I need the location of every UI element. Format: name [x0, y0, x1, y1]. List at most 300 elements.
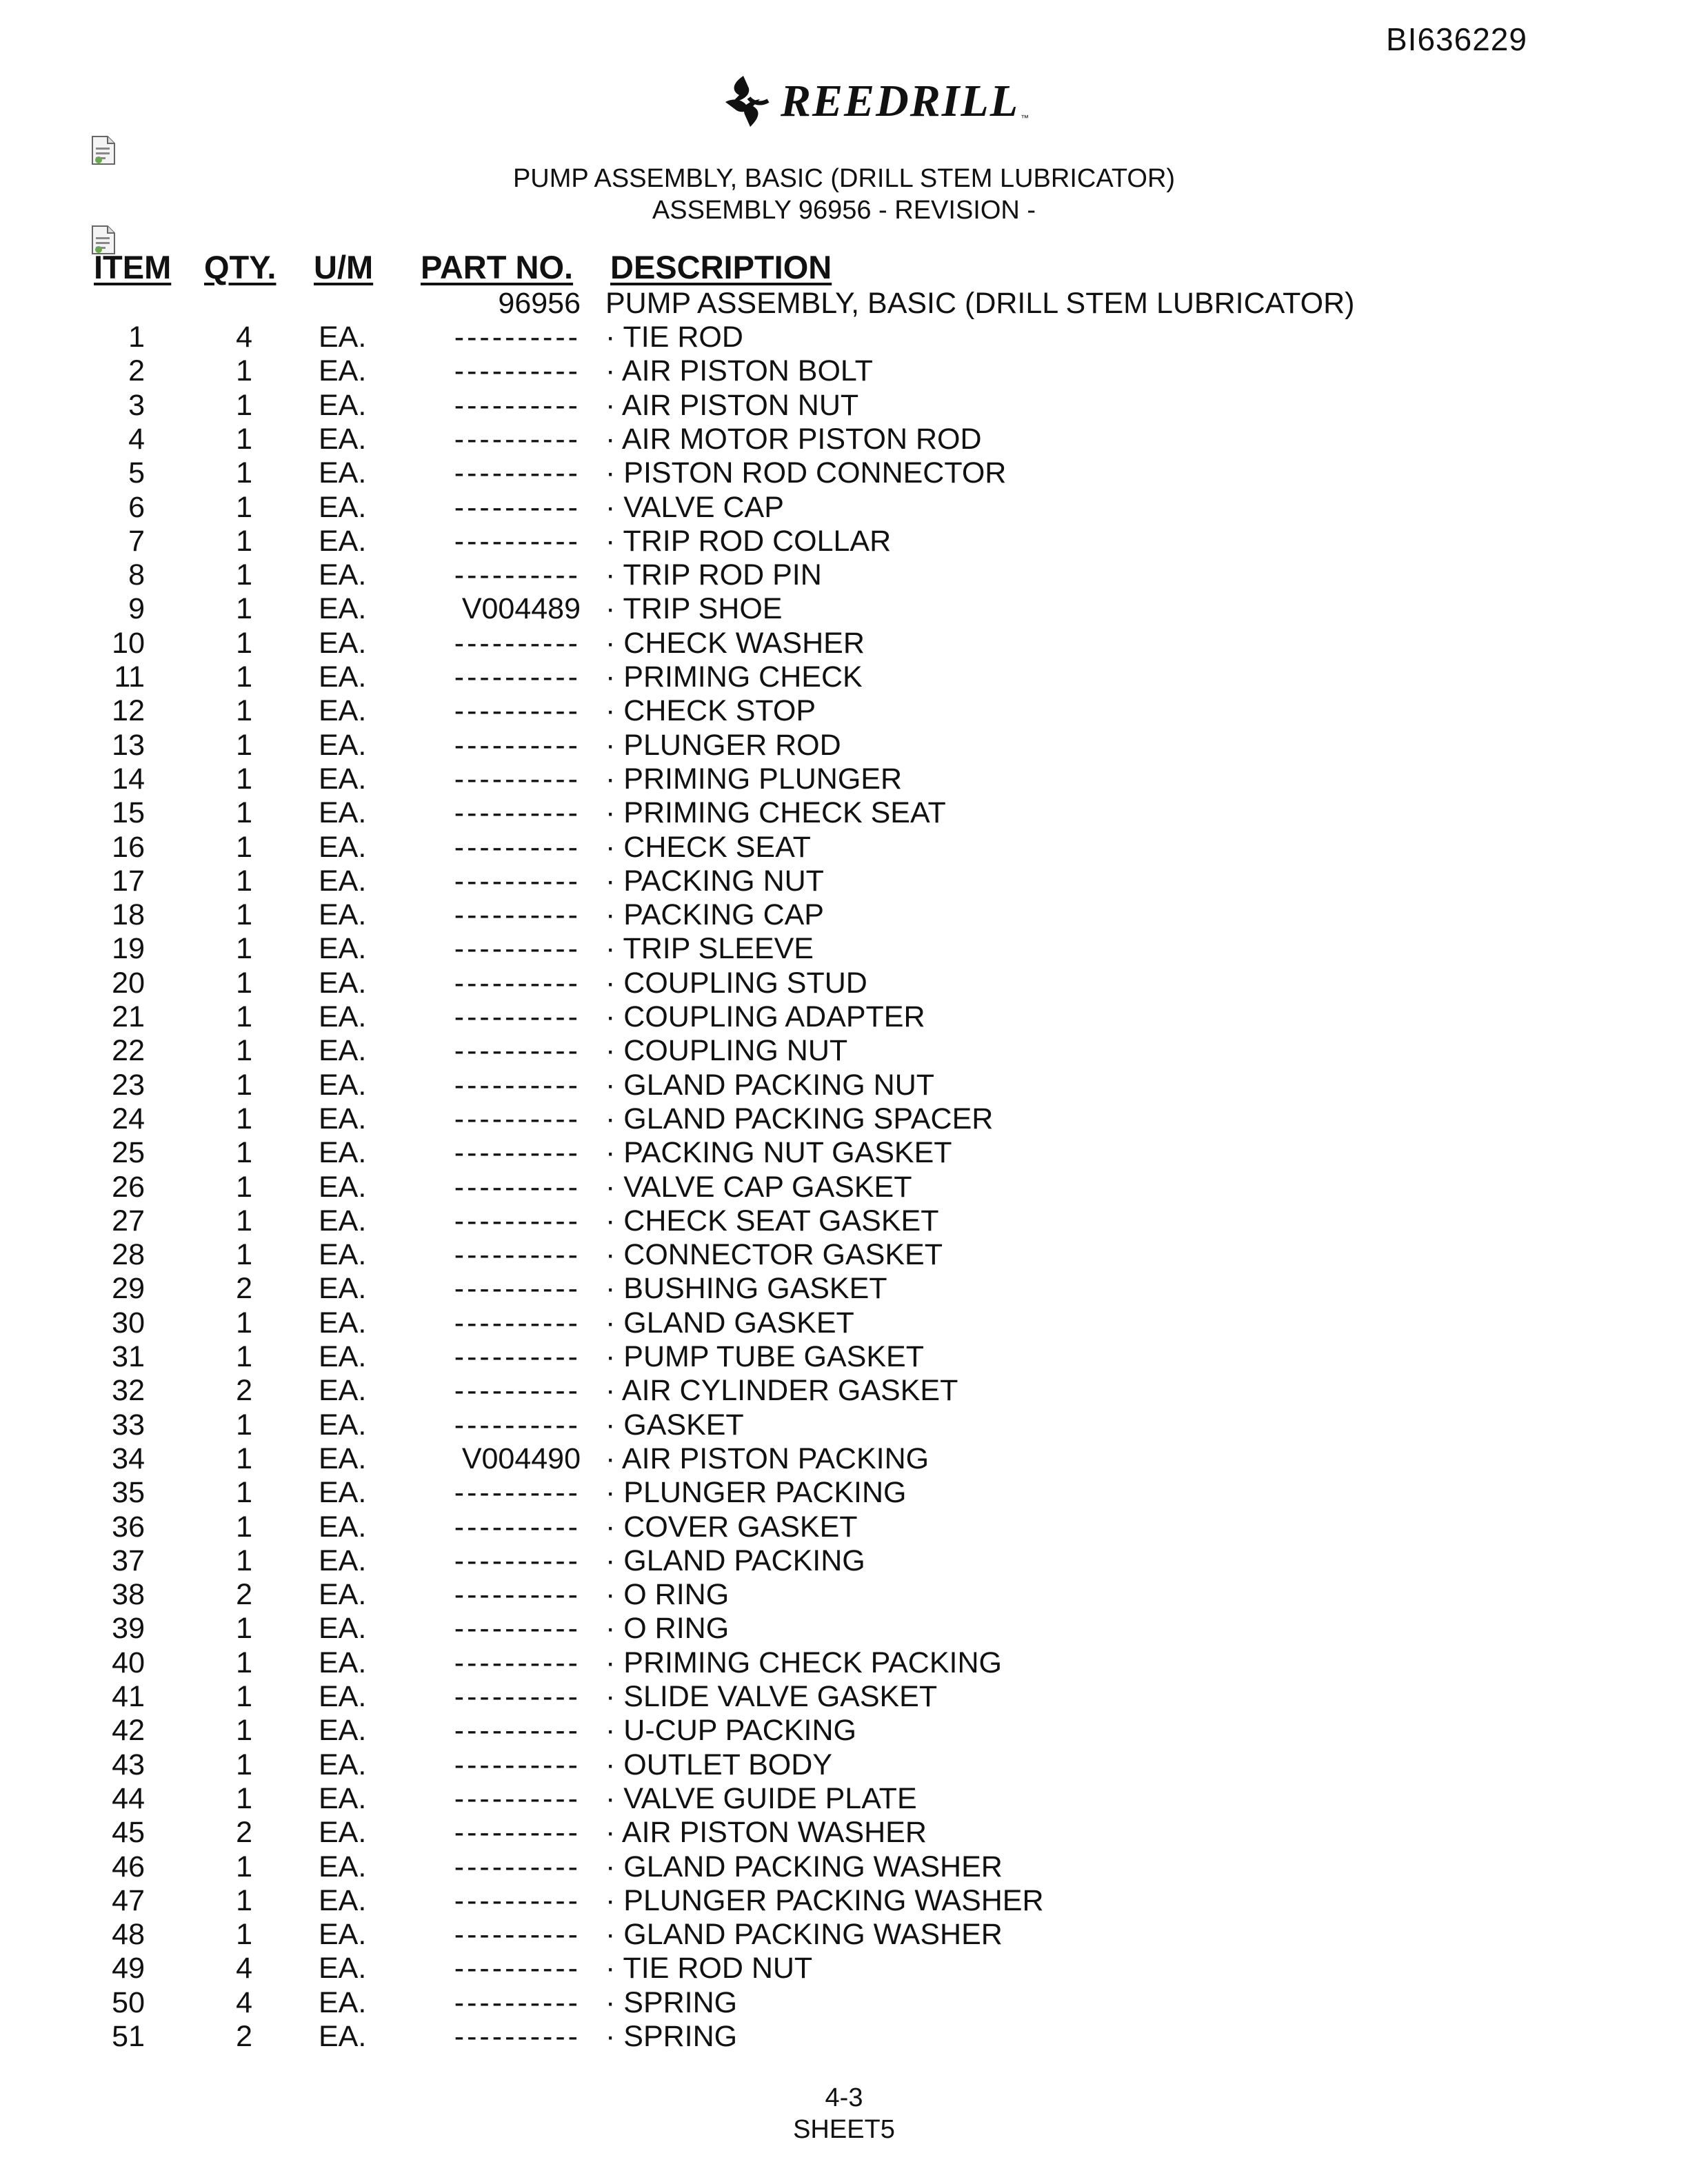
- table-row: [0, 1510, 1688, 1544]
- sheet-label: SHEET5: [793, 2115, 895, 2144]
- item-qty: 1: [236, 1306, 252, 1339]
- table-row: [0, 729, 1688, 762]
- item-description: · O RING: [605, 1612, 730, 1646]
- item-number: 7: [128, 524, 145, 558]
- table-row: [0, 1884, 1688, 1918]
- item-qty: 1: [236, 1102, 252, 1135]
- item-description: · GASKET: [605, 1408, 744, 1442]
- item-part-no: ----------: [454, 626, 581, 660]
- item-description: · COUPLING STUD: [605, 966, 867, 1000]
- item-number: 31: [112, 1340, 145, 1373]
- item-qty: 1: [236, 1000, 252, 1033]
- table-row: [0, 1646, 1688, 1680]
- item-part-no: ----------: [454, 2020, 581, 2053]
- item-description: · AIR PISTON PACKING: [605, 1442, 930, 1475]
- table-row: [0, 1476, 1688, 1510]
- item-um: EA.: [319, 1748, 367, 1781]
- item-qty: 1: [236, 966, 252, 1000]
- item-qty: 1: [236, 1442, 252, 1475]
- item-qty: 1: [236, 626, 252, 660]
- table-row: [0, 1171, 1688, 1204]
- item-part-no: ----------: [454, 1510, 581, 1544]
- item-qty: 1: [236, 1476, 252, 1510]
- item-qty: 1: [236, 932, 252, 966]
- item-um: EA.: [319, 388, 367, 422]
- item-description: · PACKING NUT GASKET: [605, 1136, 952, 1170]
- item-number: 26: [112, 1170, 145, 1204]
- table-row: [0, 1612, 1688, 1646]
- header-qty: QTY.: [204, 249, 277, 285]
- assembly-subtitle: ASSEMBLY 96956 - REVISION -: [652, 196, 1036, 225]
- item-description: · PACKING CAP: [605, 898, 824, 932]
- item-description: · PRIMING CHECK SEAT: [605, 796, 946, 830]
- item-um: EA.: [319, 1306, 367, 1339]
- item-description: · PACKING NUT: [605, 864, 824, 898]
- item-part-no: ----------: [454, 898, 581, 932]
- item-number: 32: [112, 1374, 145, 1408]
- table-row: [0, 1544, 1688, 1578]
- item-um: EA.: [319, 898, 367, 932]
- item-qty: 4: [236, 321, 252, 354]
- item-um: EA.: [319, 592, 367, 626]
- item-description: · TRIP SHOE: [605, 592, 783, 626]
- item-qty: 1: [236, 524, 252, 558]
- item-part-no: ----------: [454, 1816, 581, 1850]
- table-row: [0, 1578, 1688, 1612]
- table-row: [0, 1102, 1688, 1136]
- item-qty: 1: [236, 1034, 252, 1068]
- item-part-no: ----------: [454, 660, 581, 694]
- item-qty: 2: [236, 1816, 252, 1850]
- table-row: [0, 1986, 1688, 2020]
- item-qty: 1: [236, 830, 252, 864]
- item-um: EA.: [319, 1442, 367, 1475]
- item-um: EA.: [319, 456, 367, 490]
- item-qty: 1: [236, 422, 252, 456]
- assembly-title: PUMP ASSEMBLY, BASIC (DRILL STEM LUBRICATOR): [512, 164, 1176, 193]
- item-description: · AIR PISTON BOLT: [605, 354, 873, 388]
- table-row: [0, 1918, 1688, 1952]
- item-part-no: ----------: [454, 1340, 581, 1373]
- item-part-no: ----------: [454, 1918, 581, 1952]
- item-qty: 1: [236, 694, 252, 728]
- item-qty: 1: [236, 728, 252, 762]
- item-part-no: ----------: [454, 796, 581, 830]
- item-qty: 1: [236, 388, 252, 422]
- item-part-no: ----------: [454, 728, 581, 762]
- table-row: [0, 525, 1688, 558]
- item-qty: 1: [236, 762, 252, 796]
- item-description: · BUSHING GASKET: [605, 1272, 887, 1306]
- item-number: 29: [112, 1272, 145, 1306]
- table-row: [0, 1850, 1688, 1884]
- item-number: 4: [128, 422, 145, 456]
- header-description: DESCRIPTION: [610, 249, 832, 285]
- item-number: 9: [128, 592, 145, 626]
- item-um: EA.: [319, 1985, 367, 2019]
- table-row: [0, 1408, 1688, 1442]
- item-um: EA.: [319, 1510, 367, 1544]
- item-qty: 1: [236, 796, 252, 830]
- item-description: · VALVE GUIDE PLATE: [605, 1781, 917, 1815]
- item-description: · OUTLET BODY: [605, 1748, 832, 1781]
- item-description: · TIE ROD NUT: [605, 1952, 813, 1985]
- table-row: [0, 1034, 1688, 1068]
- item-qty: 1: [236, 1408, 252, 1442]
- table-row: [0, 1952, 1688, 1985]
- item-part-no: ----------: [454, 1850, 581, 1883]
- item-description: · PLUNGER PACKING WASHER: [605, 1883, 1044, 1917]
- item-description: · PRIMING PLUNGER: [605, 762, 903, 796]
- item-number: 44: [112, 1781, 145, 1815]
- item-qty: 1: [236, 1068, 252, 1102]
- table-row: [0, 660, 1688, 694]
- item-qty: 1: [236, 558, 252, 592]
- item-qty: 1: [236, 1918, 252, 1952]
- item-number: 46: [112, 1850, 145, 1883]
- item-part-no: ----------: [454, 321, 581, 354]
- table-row: [0, 1000, 1688, 1034]
- item-um: EA.: [319, 1136, 367, 1170]
- item-number: 5: [128, 456, 145, 490]
- item-qty: 1: [236, 1170, 252, 1204]
- table-row: [0, 831, 1688, 865]
- item-um: EA.: [319, 1952, 367, 1985]
- item-part-no: ----------: [454, 1408, 581, 1442]
- item-number: 47: [112, 1883, 145, 1917]
- item-um: EA.: [319, 1170, 367, 1204]
- item-um: EA.: [319, 422, 367, 456]
- item-part-no: ----------: [454, 694, 581, 728]
- item-um: EA.: [319, 490, 367, 524]
- item-number: 38: [112, 1578, 145, 1612]
- item-number: 42: [112, 1714, 145, 1748]
- item-um: EA.: [319, 1476, 367, 1510]
- page-number: 4-3: [825, 2083, 863, 2112]
- item-part-no: ----------: [454, 1170, 581, 1204]
- item-part-no: ----------: [454, 422, 581, 456]
- table-row: [0, 389, 1688, 423]
- item-um: EA.: [319, 1680, 367, 1713]
- item-description: · GLAND PACKING WASHER: [605, 1918, 1003, 1952]
- item-qty: 1: [236, 1646, 252, 1679]
- table-row: [0, 2020, 1688, 2054]
- item-number: 24: [112, 1102, 145, 1135]
- item-number: 39: [112, 1612, 145, 1646]
- table-row: [0, 627, 1688, 660]
- item-qty: 4: [236, 1952, 252, 1985]
- item-qty: 1: [236, 1340, 252, 1373]
- item-um: EA.: [319, 1816, 367, 1850]
- item-number: 16: [112, 830, 145, 864]
- table-row: [0, 694, 1688, 728]
- table-row: [0, 967, 1688, 1000]
- item-description: · PRIMING CHECK PACKING: [605, 1646, 1002, 1679]
- item-um: EA.: [319, 660, 367, 694]
- item-number: 23: [112, 1068, 145, 1102]
- item-part-no: ----------: [454, 1646, 581, 1679]
- item-qty: 1: [236, 1612, 252, 1646]
- item-number: 51: [112, 2020, 145, 2053]
- item-um: EA.: [319, 1883, 367, 1917]
- item-part-no: ----------: [454, 966, 581, 1000]
- brand-logo: [723, 74, 1029, 128]
- item-description: · CHECK SEAT GASKET: [605, 1204, 939, 1237]
- item-um: EA.: [319, 1781, 367, 1815]
- item-number: 33: [112, 1408, 145, 1442]
- item-um: EA.: [319, 694, 367, 728]
- item-number: 49: [112, 1952, 145, 1985]
- item-number: 15: [112, 796, 145, 830]
- item-part-no: ----------: [454, 932, 581, 966]
- item-number: 36: [112, 1510, 145, 1544]
- item-number: 19: [112, 932, 145, 966]
- table-row: [0, 558, 1688, 592]
- item-part-no: ----------: [454, 1476, 581, 1510]
- item-um: EA.: [319, 1340, 367, 1373]
- item-part-no: ----------: [454, 388, 581, 422]
- item-description: · AIR MOTOR PISTON ROD: [605, 422, 982, 456]
- item-part-no: ----------: [454, 1272, 581, 1306]
- document-icon[interactable]: [91, 135, 116, 165]
- table-row: [0, 1069, 1688, 1102]
- item-um: EA.: [319, 728, 367, 762]
- item-qty: 2: [236, 2020, 252, 2053]
- item-description: · GLAND GASKET: [605, 1306, 854, 1339]
- item-number: 21: [112, 1000, 145, 1033]
- item-number: 18: [112, 898, 145, 932]
- item-part-no: ----------: [454, 1000, 581, 1033]
- item-um: EA.: [319, 1102, 367, 1135]
- table-row: [0, 321, 1688, 354]
- table-row: [0, 1714, 1688, 1748]
- item-description: · COUPLING ADAPTER: [605, 1000, 925, 1033]
- item-number: 10: [112, 626, 145, 660]
- item-um: EA.: [319, 1000, 367, 1033]
- item-part-no: ----------: [454, 1204, 581, 1237]
- item-part-no: ----------: [454, 1544, 581, 1577]
- item-part-no: ----------: [454, 1578, 581, 1612]
- item-um: EA.: [319, 762, 367, 796]
- item-part-no: ----------: [454, 1714, 581, 1748]
- item-number: 45: [112, 1816, 145, 1850]
- item-qty: 1: [236, 660, 252, 694]
- item-um: EA.: [319, 524, 367, 558]
- item-description: · TRIP SLEEVE: [605, 932, 814, 966]
- item-um: EA.: [319, 354, 367, 388]
- assembly-part-no: 96956: [498, 287, 581, 320]
- item-um: EA.: [319, 796, 367, 830]
- table-row: [0, 932, 1688, 966]
- item-um: EA.: [319, 1646, 367, 1679]
- item-um: EA.: [319, 966, 367, 1000]
- item-part-no: ----------: [454, 354, 581, 388]
- table-row: [0, 491, 1688, 525]
- item-qty: 1: [236, 1883, 252, 1917]
- item-description: · PLUNGER ROD: [605, 728, 841, 762]
- header-part-no: PART NO.: [421, 249, 574, 285]
- header-um: U/M: [314, 249, 374, 285]
- item-um: EA.: [319, 1272, 367, 1306]
- item-description: · VALVE CAP: [605, 490, 784, 524]
- document-id: BI636229: [1386, 21, 1527, 57]
- item-part-no: ----------: [454, 1102, 581, 1135]
- item-number: 50: [112, 1985, 145, 2019]
- table-row: [0, 1782, 1688, 1816]
- item-number: 25: [112, 1136, 145, 1170]
- item-description: · GLAND PACKING SPACER: [605, 1102, 994, 1135]
- item-number: 48: [112, 1918, 145, 1952]
- item-description: · U-CUP PACKING: [605, 1714, 856, 1748]
- item-um: EA.: [319, 2020, 367, 2053]
- item-number: 8: [128, 558, 145, 592]
- item-qty: 2: [236, 1272, 252, 1306]
- item-um: EA.: [319, 830, 367, 864]
- item-description: · PRIMING CHECK: [605, 660, 863, 694]
- item-qty: 2: [236, 1374, 252, 1408]
- item-number: 41: [112, 1680, 145, 1713]
- item-um: EA.: [319, 1408, 367, 1442]
- item-number: 20: [112, 966, 145, 1000]
- item-part-no: ----------: [454, 1374, 581, 1408]
- item-description: · TRIP ROD COLLAR: [605, 524, 892, 558]
- item-qty: 1: [236, 1714, 252, 1748]
- item-part-no: ----------: [454, 1612, 581, 1646]
- item-description: · CHECK STOP: [605, 694, 816, 728]
- item-part-no: ----------: [454, 864, 581, 898]
- table-row: [0, 1680, 1688, 1714]
- item-number: 28: [112, 1238, 145, 1272]
- item-um: EA.: [319, 558, 367, 592]
- item-qty: 1: [236, 1510, 252, 1544]
- item-number: 3: [128, 388, 145, 422]
- item-qty: 1: [236, 1748, 252, 1781]
- item-number: 43: [112, 1748, 145, 1781]
- item-number: 1: [128, 321, 145, 354]
- item-description: · AIR PISTON WASHER: [605, 1816, 927, 1850]
- item-description: · TRIP ROD PIN: [605, 558, 822, 592]
- item-description: · COVER GASKET: [605, 1510, 858, 1544]
- brand-name: REEDRILL: [781, 76, 1020, 126]
- item-number: 35: [112, 1476, 145, 1510]
- item-part-no: ----------: [454, 1748, 581, 1781]
- item-description: · COUPLING NUT: [605, 1034, 848, 1068]
- item-description: · PUMP TUBE GASKET: [605, 1340, 924, 1373]
- table-row: [0, 762, 1688, 796]
- header-item: ITEM: [94, 249, 172, 285]
- item-qty: 1: [236, 1680, 252, 1713]
- item-um: EA.: [319, 864, 367, 898]
- item-description: · SPRING: [605, 2020, 738, 2053]
- item-part-no: ----------: [454, 1883, 581, 1917]
- item-part-no: V004490: [461, 1442, 581, 1475]
- item-part-no: ----------: [454, 1306, 581, 1339]
- item-number: 30: [112, 1306, 145, 1339]
- table-row: [0, 354, 1688, 388]
- trademark-mark: ™: [1021, 113, 1029, 123]
- item-number: 40: [112, 1646, 145, 1679]
- table-row: [0, 1204, 1688, 1238]
- item-number: 14: [112, 762, 145, 796]
- item-part-no: V004489: [461, 592, 581, 626]
- item-qty: 1: [236, 1136, 252, 1170]
- item-description: · SLIDE VALVE GASKET: [605, 1680, 938, 1713]
- item-description: · TIE ROD: [605, 321, 743, 354]
- item-number: 34: [112, 1442, 145, 1475]
- item-qty: 1: [236, 1850, 252, 1883]
- item-number: 27: [112, 1204, 145, 1237]
- table-row: [0, 1306, 1688, 1340]
- table-row: [0, 1816, 1688, 1850]
- table-row: [0, 898, 1688, 932]
- item-qty: 1: [236, 1781, 252, 1815]
- item-um: EA.: [319, 1578, 367, 1612]
- table-row: [0, 865, 1688, 898]
- item-part-no: ----------: [454, 1068, 581, 1102]
- item-qty: 1: [236, 354, 252, 388]
- item-um: EA.: [319, 1714, 367, 1748]
- table-row: [0, 1442, 1688, 1476]
- item-qty: 1: [236, 592, 252, 626]
- item-part-no: ----------: [454, 1238, 581, 1272]
- reedrill-swirl-logo-icon: [723, 74, 771, 128]
- item-qty: 1: [236, 1238, 252, 1272]
- item-description: · AIR CYLINDER GASKET: [605, 1374, 958, 1408]
- item-qty: 1: [236, 1544, 252, 1577]
- item-qty: 1: [236, 490, 252, 524]
- item-part-no: ----------: [454, 830, 581, 864]
- item-part-no: ----------: [454, 1034, 581, 1068]
- item-um: EA.: [319, 1238, 367, 1272]
- item-um: EA.: [319, 932, 367, 966]
- item-number: 37: [112, 1544, 145, 1577]
- item-qty: 1: [236, 864, 252, 898]
- table-row: [0, 592, 1688, 626]
- item-description: · AIR PISTON NUT: [605, 388, 859, 422]
- item-qty: 4: [236, 1985, 252, 2019]
- item-description: · GLAND PACKING WASHER: [605, 1850, 1003, 1883]
- item-um: EA.: [319, 321, 367, 354]
- table-row: [0, 796, 1688, 830]
- item-qty: 1: [236, 456, 252, 490]
- item-part-no: ----------: [454, 524, 581, 558]
- table-row: [0, 1374, 1688, 1408]
- item-um: EA.: [319, 1850, 367, 1883]
- table-row: [0, 1748, 1688, 1782]
- table-row: [0, 1238, 1688, 1272]
- item-part-no: ----------: [454, 1136, 581, 1170]
- item-description: · PLUNGER PACKING: [605, 1476, 907, 1510]
- item-qty: 1: [236, 1204, 252, 1237]
- item-description: · PISTON ROD CONNECTOR: [605, 456, 1007, 490]
- item-um: EA.: [319, 1034, 367, 1068]
- item-number: 2: [128, 354, 145, 388]
- item-number: 22: [112, 1034, 145, 1068]
- table-row: [0, 423, 1688, 456]
- item-description: · O RING: [605, 1578, 730, 1612]
- item-description: · CHECK WASHER: [605, 626, 865, 660]
- item-description: · GLAND PACKING NUT: [605, 1068, 935, 1102]
- item-part-no: ----------: [454, 1985, 581, 2019]
- item-number: 6: [128, 490, 145, 524]
- item-number: 13: [112, 728, 145, 762]
- item-number: 17: [112, 864, 145, 898]
- item-part-no: ----------: [454, 762, 581, 796]
- item-part-no: ----------: [454, 1952, 581, 1985]
- item-description: · SPRING: [605, 1985, 738, 2019]
- item-part-no: ----------: [454, 1680, 581, 1713]
- item-description: · VALVE CAP GASKET: [605, 1170, 912, 1204]
